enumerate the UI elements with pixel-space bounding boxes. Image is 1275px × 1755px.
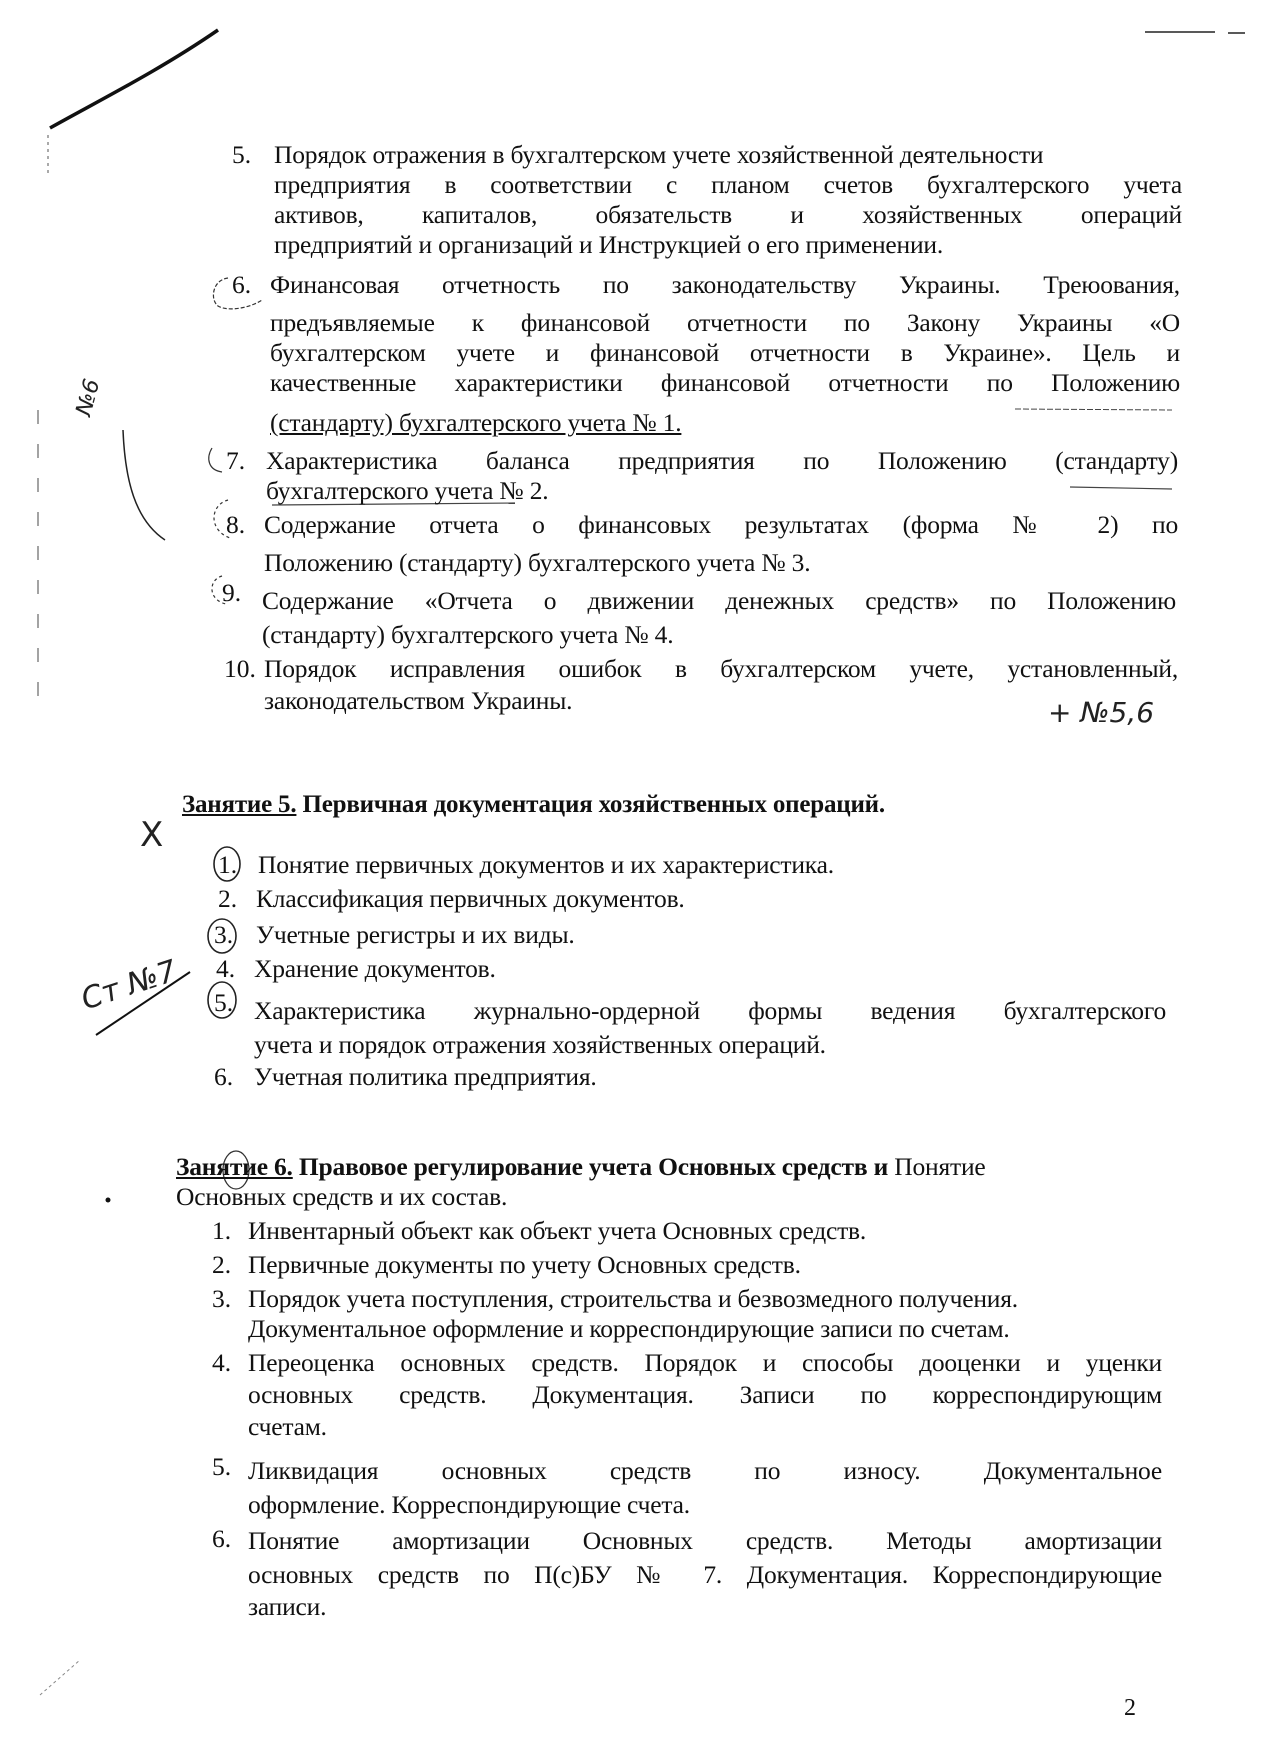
item-text-line: Учетные регистры и их виды. <box>256 920 575 949</box>
item-text-line: бухгалтерском учете и финансовой отчетности в Украине». Цель и <box>270 338 1180 367</box>
scan-dot <box>106 1198 111 1203</box>
item-number: 7. <box>226 446 246 475</box>
item-text-line: основных средств по П(с)БУ № 7. Документация. Корреспондирующие <box>248 1560 1162 1589</box>
item-text-line: Учетная политика предприятия. <box>254 1062 597 1091</box>
item-number: 6. <box>232 270 252 299</box>
hand-underline-pos1 <box>1015 409 1172 410</box>
item-number: 5. <box>214 988 234 1017</box>
item-text-line: Инвентарный объект как объект учета Основных средств. <box>248 1216 867 1245</box>
item-text-line: записи. <box>248 1592 327 1621</box>
margin-bracket <box>123 430 165 540</box>
item-text-line: основных средств. Документация. Записи по корреспондирующим <box>248 1380 1162 1409</box>
section5-label: Занятие 5. <box>182 791 297 818</box>
item-number: 9. <box>222 578 242 607</box>
item-number: 2. <box>218 884 238 913</box>
item-text-line: бухгалтерского учета № 2. <box>266 476 549 505</box>
item-number: 4. <box>216 954 236 983</box>
item-text-line: Ликвидация основных средств по износу. Документальное <box>248 1456 1162 1485</box>
item-text-line: Хранение документов. <box>254 954 496 983</box>
handwritten-note-left-top: №6 <box>71 376 106 419</box>
item-text-line: Документальное оформление и корреспондирующие записи по счетам. <box>248 1314 1010 1343</box>
item-number: 3. <box>214 920 234 949</box>
item-number: 5. <box>232 140 252 169</box>
item-text-line: Порядок учета поступления, строительства и безвозмедного получения. <box>248 1284 1018 1313</box>
section6-heading <box>176 1152 986 1182</box>
item-text-line: Переоценка основных средств. Порядок и способы дооценки и уценки <box>248 1348 1162 1377</box>
item-text-line: Содержание отчета о финансовых результатах (форма № 2) по <box>264 510 1178 539</box>
section5-heading <box>182 790 885 820</box>
section6-title-bold: Правовое регулирование учета Основных средств и <box>292 1152 889 1181</box>
item-number: 1. <box>212 1216 232 1245</box>
item-number: 3. <box>212 1284 232 1313</box>
section6-title-normal: Понятие <box>888 1152 986 1181</box>
item-text-line: предприятия в соответствии с планом счетов бухгалтерского учета <box>274 170 1182 199</box>
item-text-line: Характеристика баланса предприятия по Положению (стандарту) <box>266 446 1178 475</box>
item-text-line: Характеристика журнально-ордерной формы ведения бухгалтерского <box>254 996 1166 1025</box>
handwritten-cross: X <box>140 815 164 855</box>
item-text-line: Финансовая отчетность по законодательству Украины. Треюования, <box>270 270 1180 299</box>
item-text-line: предприятий и организаций и Инструкцией о его применении. <box>274 230 944 259</box>
scan-noise-bottom-left <box>40 1660 80 1695</box>
item-text-line: оформление. Корреспондирующие счета. <box>248 1490 690 1519</box>
item-text-line: Содержание «Отчета о движении денежных средств» по Положению <box>262 586 1176 615</box>
item-text-line: активов, капиталов, обязательств и хозяйственных операций <box>274 200 1182 229</box>
item-number: 1. <box>218 850 238 879</box>
item-number: 4. <box>212 1348 232 1377</box>
item-text-line: (стандарту) бухгалтерского учета № 1. <box>270 408 682 437</box>
item-number: 6. <box>212 1524 232 1553</box>
item-text-line: Порядок отражения в бухгалтерском учете хозяйственной деятельности <box>274 140 1044 169</box>
item-text-line: счетам. <box>248 1412 327 1441</box>
pen-stroke-top-left <box>50 30 218 128</box>
item-text-line: (стандарту) бухгалтерского учета № 4. <box>262 620 674 649</box>
item-text-line: учета и порядок отражения хозяйственных операций. <box>254 1030 826 1059</box>
item-text-line: предъявляемые к финансовой отчетности по Закону Украины «О <box>270 308 1180 337</box>
section6-heading-line2: Основных средств и их состав. <box>176 1182 508 1211</box>
item-text-line: Первичные документы по учету Основных средств. <box>248 1250 801 1279</box>
circle-mark-7 <box>209 448 222 472</box>
item-text-line: Классификация первичных документов. <box>256 884 685 913</box>
item-number: 8. <box>226 510 246 539</box>
section5-title: Первичная документация хозяйственных операций. <box>296 791 885 818</box>
handwritten-note-left-mid: Ст №7 <box>76 953 182 1018</box>
item-text-line: качественные характеристики финансовой отчетности по Положению <box>270 368 1180 397</box>
handwritten-note-right: + №5,6 <box>1048 696 1155 729</box>
item-text-line: Понятие амортизации Основных средств. Методы амортизации <box>248 1526 1162 1555</box>
item-number: 2. <box>212 1250 232 1279</box>
item-number: 10. <box>224 654 256 683</box>
hand-underline-pos2 <box>1070 487 1172 489</box>
page-number: 2 <box>1124 1695 1136 1721</box>
item-text-line: Понятие первичных документов и их характеристика. <box>258 850 834 879</box>
item-text-line: законодательством Украины. <box>264 686 573 715</box>
item-text-line: Порядок исправления ошибок в бухгалтерском учете, установленный, <box>264 654 1178 683</box>
item-number: 6. <box>214 1062 234 1091</box>
item-number: 5. <box>212 1452 232 1481</box>
item-text-line: Положению (стандарту) бухгалтерского учета № 3. <box>264 548 811 577</box>
section6-label: Занятие 6. <box>176 1152 293 1181</box>
